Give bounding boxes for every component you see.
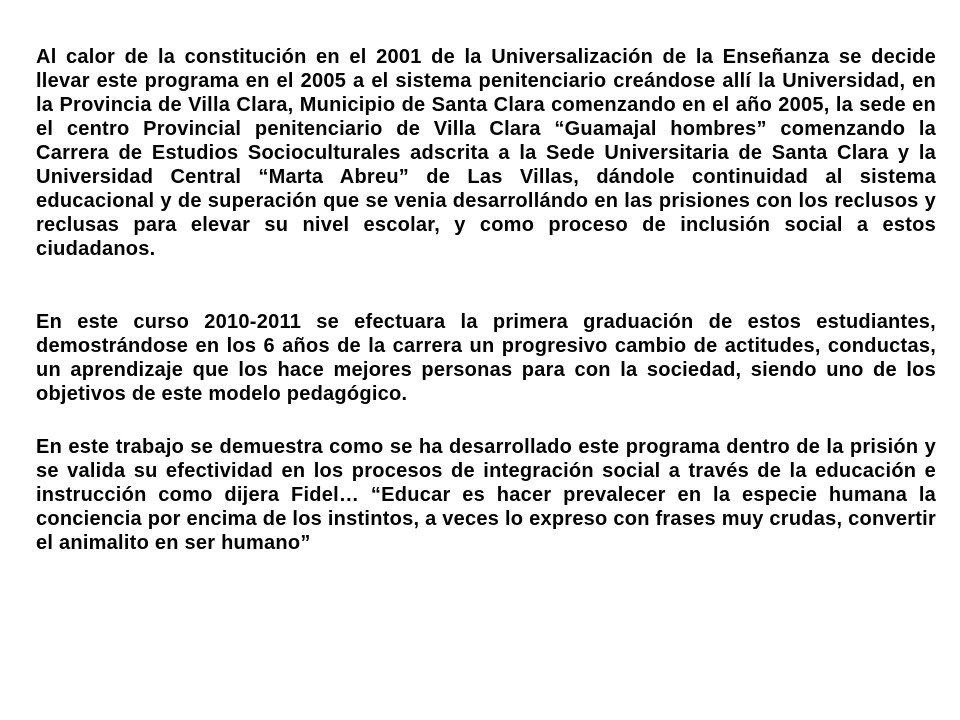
paragraph-origin: Al calor de la constitución en el 2001 de la Universalización de la Enseñanza se decide llevar este programa en el 2005 a el sistema penitenciario creándose allí la Universidad, en la Provincia de Villa Clara, Municipio de Santa Clara comenzando en el año 2005, la sede en el centro Provincial penitenciario de Villa Clara “Guamajal hombres” comenzando la Carrera de Estudios Socioculturales adscrita a la Sede Universitaria de Santa Clara y la Universidad Central “Marta Abreu” de Las Villas, dándole continuidad al sistema educacional y de superación que se venia desarrollándo en las prisiones con los reclusos y reclusas para elevar su nivel escolar, y como proceso de inclusión social a estos ciudadanos. xyxy=(36,46,936,260)
paragraph-graduation: En este curso 2010-2011 se efectuara la primera graduación de estos estudiantes, demostrándose en los 6 años de la carrera un progresivo cambio de actitudes, conductas, un aprendizaje que los hace mejores personas para con la sociedad, siendo uno de los objetivos de este modelo pedagógico. xyxy=(36,311,936,405)
paragraph-quote: En este trabajo se demuestra como se ha desarrollado este programa dentro de la prisión y se valida su efectividad en los procesos de integración social a través de la educación e instrucción como dijera Fidel… “Educar es hacer prevalecer en la especie humana la conciencia por encima de los instintos, a veces lo expreso con frases muy crudas, convertir el animalito en ser humano” xyxy=(36,436,936,554)
